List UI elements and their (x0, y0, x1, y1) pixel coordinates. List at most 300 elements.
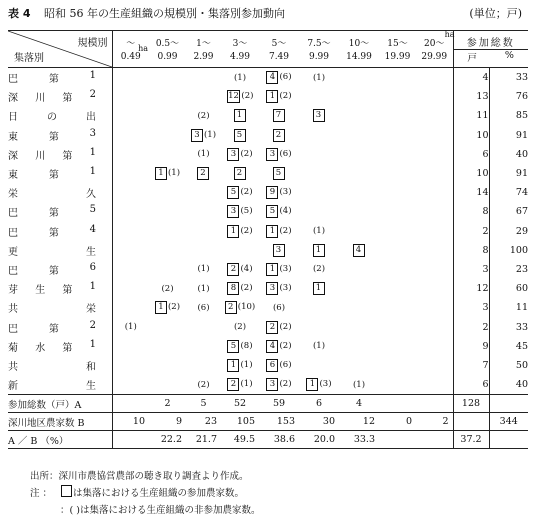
size-cell (339, 222, 379, 241)
size-cell (221, 126, 259, 145)
participant-count: 3 (266, 282, 278, 295)
size-cell (149, 202, 186, 221)
participant-count: 5 (266, 205, 278, 218)
table-row (8, 222, 528, 241)
table-row (8, 260, 528, 279)
size-cell (416, 241, 453, 260)
participation-percent: 50 (489, 356, 528, 375)
table-row (8, 145, 528, 164)
farms-total-label: 深川地区農家数 B (8, 413, 112, 431)
note-paren: ：( ) は集落における生産組織の非参加農家数。 (60, 505, 261, 516)
participant-count: 1 (313, 282, 325, 295)
participation-percent: 11 (489, 298, 528, 317)
village-name: 芽 生 第 1 (8, 279, 112, 298)
size-cell (299, 87, 339, 106)
table-row (8, 106, 528, 125)
size-cell (221, 222, 259, 241)
village-name: 菊 水 第 1 (8, 337, 112, 356)
size-cell (221, 317, 259, 336)
participant-count: 1 (266, 90, 278, 103)
size-cell (221, 106, 259, 125)
size-cell (186, 145, 221, 164)
village-name: 深 川 第 1 (8, 145, 112, 164)
size-cell (221, 375, 259, 395)
size-cell (339, 145, 379, 164)
size-header-7: 15～ 19.99 (379, 31, 416, 68)
participation-percent: 67 (489, 202, 528, 221)
size-cell (416, 126, 453, 145)
nonparticipant-count: (2) (161, 283, 174, 294)
size-cell (112, 260, 149, 279)
size-cell (259, 222, 299, 241)
size-cell (299, 356, 339, 375)
size-cell (299, 145, 339, 164)
participant-count: 5 (227, 186, 239, 199)
ratio-row: A ／ B （%） 22.2 21.7 49.5 38.6 20.0 33.3 37.2 (8, 431, 528, 449)
size-cell (379, 279, 416, 298)
size-cell (259, 375, 299, 395)
participant-count: 8 (227, 282, 239, 295)
nonparticipant-count: (1) (240, 359, 253, 370)
size-cell (186, 317, 221, 336)
village-name: 東 第 3 (8, 126, 112, 145)
size-cell (221, 260, 259, 279)
table-row (8, 183, 528, 202)
participant-count: 1 (266, 225, 278, 238)
nonparticipant-count: (2) (197, 379, 210, 390)
participant-count: 4 (266, 340, 278, 353)
nonparticipant-count: (1) (203, 129, 217, 140)
size-cell (379, 68, 416, 88)
nonparticipant-count: (6) (197, 302, 210, 313)
size-cell (379, 183, 416, 202)
nonparticipant-count: (2) (312, 264, 326, 275)
nonparticipant-count: (6) (279, 72, 292, 83)
size-header-5: 7.5～ 9.99 (299, 31, 339, 68)
size-cell (299, 317, 339, 336)
size-cell (149, 68, 186, 88)
village-name: 巴 第 1 (8, 68, 112, 88)
size-cell (416, 279, 453, 298)
size-cell (149, 317, 186, 336)
size-cell (416, 87, 453, 106)
nonparticipant-count: (2) (279, 321, 292, 332)
size-cell (112, 164, 149, 183)
nonparticipant-count: (1) (312, 72, 326, 83)
village-name: 栄 久 (8, 183, 112, 202)
participation-households: 6 (453, 375, 489, 395)
size-cell (149, 356, 186, 375)
size-cell (112, 145, 149, 164)
participant-count: 3 (191, 129, 203, 142)
size-cell (112, 375, 149, 395)
nonparticipant-count: (3) (319, 379, 332, 390)
size-cell (299, 375, 339, 395)
participation-households: 8 (453, 241, 489, 260)
size-header-3: 3～ 4.99 (221, 31, 259, 68)
source-note: 出所： 深川市農協営農部の聴き取り調査より作成。 (30, 471, 249, 482)
nonparticipant-count: (2) (279, 225, 292, 236)
size-cell (339, 68, 379, 88)
size-cell (221, 183, 259, 202)
size-cell (259, 164, 299, 183)
size-cell (299, 298, 339, 317)
size-cell (259, 106, 299, 125)
size-cell (149, 337, 186, 356)
participation-households: 9 (453, 337, 489, 356)
size-cell (112, 337, 149, 356)
participant-count: 7 (273, 109, 285, 122)
participant-count: 6 (266, 359, 278, 372)
participation-percent: 29 (489, 222, 528, 241)
size-cell (339, 106, 379, 125)
size-cell (186, 337, 221, 356)
size-cell (186, 375, 221, 395)
size-cell (339, 87, 379, 106)
participant-count: 2 (227, 378, 239, 391)
size-cell (379, 298, 416, 317)
participation-percent: 91 (489, 164, 528, 183)
size-cell (112, 183, 149, 202)
corner-village-label: 集落別 (14, 53, 44, 64)
village-name: 新 生 (8, 375, 112, 395)
village-name: 巴 第 2 (8, 317, 112, 336)
participant-count: 2 (197, 167, 209, 180)
size-cell (149, 260, 186, 279)
participant-count: 9 (266, 186, 278, 199)
participation-percent: 23 (489, 260, 528, 279)
participant-count: 1 (266, 263, 278, 276)
size-cell (186, 298, 221, 317)
participation-percent: 60 (489, 279, 528, 298)
participant-count: 1 (155, 301, 167, 314)
size-cell (221, 298, 259, 317)
size-cell (339, 183, 379, 202)
participation-households: 7 (453, 356, 489, 375)
participant-count: 2 (227, 263, 239, 276)
nonparticipant-count: (6) (272, 302, 286, 313)
village-name: 巴 第 5 (8, 202, 112, 221)
size-cell (259, 126, 299, 145)
size-cell (112, 68, 149, 88)
participant-count: 1 (234, 109, 246, 122)
participant-count: 3 (227, 205, 239, 218)
participation-percent: 85 (489, 106, 528, 125)
size-cell (416, 106, 453, 125)
farms-total-row: 深川地区農家数 B 10 9 23 105 153 30 12 0 2 344 (8, 413, 528, 431)
table-title-row (8, 4, 528, 24)
nonparticipant-count: (8) (240, 340, 253, 351)
participation-percent: 33 (489, 317, 528, 336)
participant-count: 1 (306, 378, 318, 391)
nonparticipant-count: (5) (240, 206, 253, 217)
size-header-8: 20～ 29.99 ha (416, 31, 453, 68)
size-cell (416, 375, 453, 395)
table-row (8, 375, 528, 395)
size-cell (186, 87, 221, 106)
size-cell (259, 241, 299, 260)
percent-header: % (504, 50, 514, 61)
size-cell (259, 145, 299, 164)
size-cell (186, 241, 221, 260)
size-header-0: ～ 0.49 ha (112, 31, 149, 68)
participation-total-row: 参加総数（戸）A 2 5 52 59 6 4 128 (8, 395, 528, 413)
nonparticipant-count: (4) (240, 263, 253, 274)
size-cell (299, 260, 339, 279)
participation-households: 8 (453, 202, 489, 221)
size-cell (149, 183, 186, 202)
nonparticipant-count: (1) (352, 379, 366, 390)
size-cell (221, 356, 259, 375)
size-cell (186, 68, 221, 88)
size-header-1: 0.5～ 0.99 (149, 31, 186, 68)
size-cell (416, 317, 453, 336)
size-cell (339, 202, 379, 221)
nonparticipant-count: (2) (241, 91, 254, 102)
participation-households: 2 (453, 317, 489, 336)
participation-percent: 33 (489, 68, 528, 88)
size-cell (379, 164, 416, 183)
participant-count: 3 (266, 148, 278, 161)
nonparticipant-count: (6) (279, 148, 292, 159)
note-boxed: 注 ： は集落における生産組織の参加農家数。 (30, 485, 260, 502)
size-cell (339, 279, 379, 298)
size-header-2: 1～ 2.99 (186, 31, 221, 68)
table-row (8, 241, 528, 260)
participant-count: 5 (227, 340, 239, 353)
nonparticipant-count: (1) (197, 283, 210, 294)
village-name: 巴 第 4 (8, 222, 112, 241)
size-cell (112, 298, 149, 317)
size-cell (149, 164, 186, 183)
size-cell (112, 317, 149, 336)
size-cell (339, 260, 379, 279)
nonparticipant-count: (2) (240, 187, 253, 198)
participation-households: 6 (453, 145, 489, 164)
size-cell (149, 375, 186, 395)
participant-count: 1 (227, 225, 239, 238)
size-cell (339, 375, 379, 395)
participation-percent: 100 (489, 241, 528, 260)
participant-count: 3 (266, 378, 278, 391)
size-cell (149, 298, 186, 317)
table-row (8, 298, 528, 317)
size-cell (259, 356, 299, 375)
participation-households: 3 (453, 298, 489, 317)
nonparticipant-count: (6) (279, 359, 292, 370)
nonparticipant-count: (2) (240, 283, 253, 294)
village-name: 共 栄 (8, 298, 112, 317)
size-cell (299, 183, 339, 202)
unit-label: (単位；戸) (469, 7, 522, 20)
size-cell (379, 222, 416, 241)
size-cell (339, 317, 379, 336)
size-cell (221, 279, 259, 298)
size-cell (112, 106, 149, 125)
nonparticipant-count: (2) (279, 340, 292, 351)
participation-percent: 91 (489, 126, 528, 145)
footnotes (30, 468, 260, 519)
participation-households: 13 (453, 87, 489, 106)
size-cell (299, 164, 339, 183)
size-cell (112, 126, 149, 145)
nonparticipant-count: (1) (197, 264, 210, 275)
size-cell (149, 222, 186, 241)
size-cell (379, 241, 416, 260)
size-cell (112, 241, 149, 260)
participation-header: 参加総数 戸 % (453, 31, 528, 68)
size-cell (112, 222, 149, 241)
nonparticipant-count: (10) (237, 302, 256, 313)
nonparticipant-count: (2) (240, 148, 253, 159)
nonparticipant-count: (1) (240, 379, 253, 390)
size-cell (186, 164, 221, 183)
village-name: 東 第 1 (8, 164, 112, 183)
size-cell (186, 260, 221, 279)
nonparticipant-count: (2) (279, 379, 292, 390)
participant-count: 1 (313, 244, 325, 257)
size-cell (149, 126, 186, 145)
nonparticipant-count: (1) (233, 72, 247, 83)
table-title: 昭和 56 年の生産組織の規模別・集落別参加動向 (43, 7, 285, 20)
size-cell (299, 202, 339, 221)
size-cell (339, 126, 379, 145)
participant-count: 2 (266, 321, 278, 334)
table-row (8, 337, 528, 356)
participation-households: 11 (453, 106, 489, 125)
size-cell (112, 356, 149, 375)
size-cell (416, 298, 453, 317)
participant-count: 3 (313, 109, 325, 122)
participation-percent: 40 (489, 145, 528, 164)
size-cell (149, 145, 186, 164)
participation-households: 4 (453, 68, 489, 88)
size-cell (416, 222, 453, 241)
participant-count: 1 (227, 359, 239, 372)
size-cell (339, 337, 379, 356)
size-cell (186, 222, 221, 241)
table-row (8, 126, 528, 145)
size-cell (379, 106, 416, 125)
size-cell (221, 145, 259, 164)
participant-count: 4 (266, 71, 278, 84)
size-cell (379, 375, 416, 395)
participant-count: 4 (353, 244, 365, 257)
size-cell (186, 202, 221, 221)
participation-households: 10 (453, 126, 489, 145)
corner-header (8, 31, 112, 68)
size-cell (149, 87, 186, 106)
table-row (8, 356, 528, 375)
participation-households: 10 (453, 164, 489, 183)
nonparticipant-count: (2) (167, 302, 181, 313)
size-cell (186, 183, 221, 202)
size-cell (416, 183, 453, 202)
size-header-6: 10～ 14.99 (339, 31, 379, 68)
size-cell (339, 356, 379, 375)
size-cell (379, 202, 416, 221)
nonparticipant-count: (2) (197, 110, 210, 121)
participant-count: 5 (234, 129, 246, 142)
nonparticipant-count: (2) (240, 225, 253, 236)
size-cell (259, 317, 299, 336)
size-cell (416, 164, 453, 183)
participant-count: 2 (234, 167, 246, 180)
size-cell (259, 68, 299, 88)
table-row (8, 164, 528, 183)
size-cell (339, 298, 379, 317)
size-cell (379, 87, 416, 106)
size-cell (186, 279, 221, 298)
size-cell (149, 106, 186, 125)
size-header-4: 5～ 7.49 (259, 31, 299, 68)
participant-count: 2 (273, 129, 285, 142)
size-cell (379, 317, 416, 336)
size-cell (221, 337, 259, 356)
size-cell (299, 68, 339, 88)
village-name: 共 和 (8, 356, 112, 375)
size-cell (259, 337, 299, 356)
size-cell (416, 260, 453, 279)
size-cell (416, 202, 453, 221)
participation-percent: 40 (489, 375, 528, 395)
size-cell (186, 106, 221, 125)
size-cell (416, 356, 453, 375)
participant-count: 3 (273, 244, 285, 257)
village-name: 更 生 (8, 241, 112, 260)
nonparticipant-count: (3) (279, 263, 292, 274)
table-number: 表 4 (8, 7, 31, 20)
size-cell (299, 279, 339, 298)
size-cell (221, 202, 259, 221)
size-cell (379, 145, 416, 164)
ratio-label: A ／ B （%） (8, 431, 112, 449)
size-cell (299, 337, 339, 356)
size-cell (112, 87, 149, 106)
size-cell (259, 87, 299, 106)
participation-households: 3 (453, 260, 489, 279)
participant-count: 12 (228, 91, 239, 102)
size-cell (299, 126, 339, 145)
box-symbol-icon (61, 485, 72, 497)
size-cell (112, 279, 149, 298)
size-cell (186, 356, 221, 375)
participation-households: 12 (453, 279, 489, 298)
participation-percent: 74 (489, 183, 528, 202)
size-cell (259, 183, 299, 202)
households-header: 戸 (467, 53, 477, 64)
size-cell (416, 145, 453, 164)
participant-count: 3 (227, 148, 239, 161)
participant-count: 1 (155, 167, 167, 180)
corner-size-label: 規模別 (77, 38, 108, 49)
size-cell (221, 87, 259, 106)
size-cell (299, 241, 339, 260)
nonparticipant-count: (2) (233, 322, 247, 333)
size-cell (186, 126, 221, 145)
nonparticipant-count: (1) (124, 322, 137, 333)
size-cell (339, 241, 379, 260)
participation-households: 14 (453, 183, 489, 202)
nonparticipant-count: (1) (197, 149, 210, 160)
participant-count: 5 (273, 167, 285, 180)
table-row (8, 202, 528, 221)
size-cell (416, 68, 453, 88)
village-name: 日 の 出 (8, 106, 112, 125)
size-cell (379, 126, 416, 145)
size-cell (259, 279, 299, 298)
size-cell (299, 106, 339, 125)
